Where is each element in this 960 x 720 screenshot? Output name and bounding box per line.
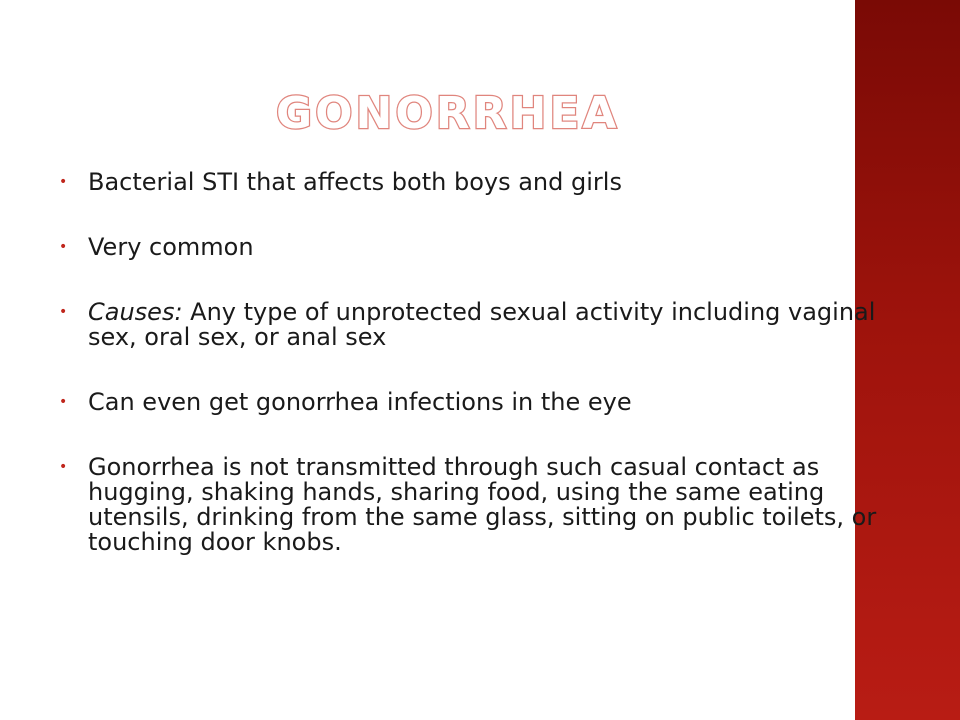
bullet-item	[56, 455, 886, 555]
bullet-dot-icon: •	[59, 239, 68, 255]
bullet-list	[56, 170, 886, 595]
bullet-dot-icon: •	[59, 394, 68, 410]
bullet-text: Gonorrhea is not transmitted through such casual contact as hugging, shaking hands, sharing food, using the same eating utensils, drinking from the same glass, sitting on public toilets, or touching door knobs.	[88, 453, 877, 556]
bullet-text: Very common	[88, 233, 254, 261]
bullet-label: Causes:	[88, 298, 183, 326]
bullet-item	[56, 170, 886, 195]
bullet-item	[56, 300, 886, 350]
bullet-dot-icon: •	[59, 174, 68, 190]
bullet-dot-icon: •	[59, 304, 68, 320]
bullet-dot-icon: •	[59, 459, 68, 475]
bullet-text: Bacterial STI that affects both boys and girls	[88, 168, 622, 196]
bullet-text: Any type of unprotected sexual activity including vaginal sex, oral sex, or anal sex	[88, 298, 876, 351]
bullet-item	[56, 390, 886, 415]
slide-title: GONORRHEA	[276, 88, 620, 139]
bullet-text: Can even get gonorrhea infections in the eye	[88, 388, 632, 416]
bullet-item	[56, 235, 886, 260]
